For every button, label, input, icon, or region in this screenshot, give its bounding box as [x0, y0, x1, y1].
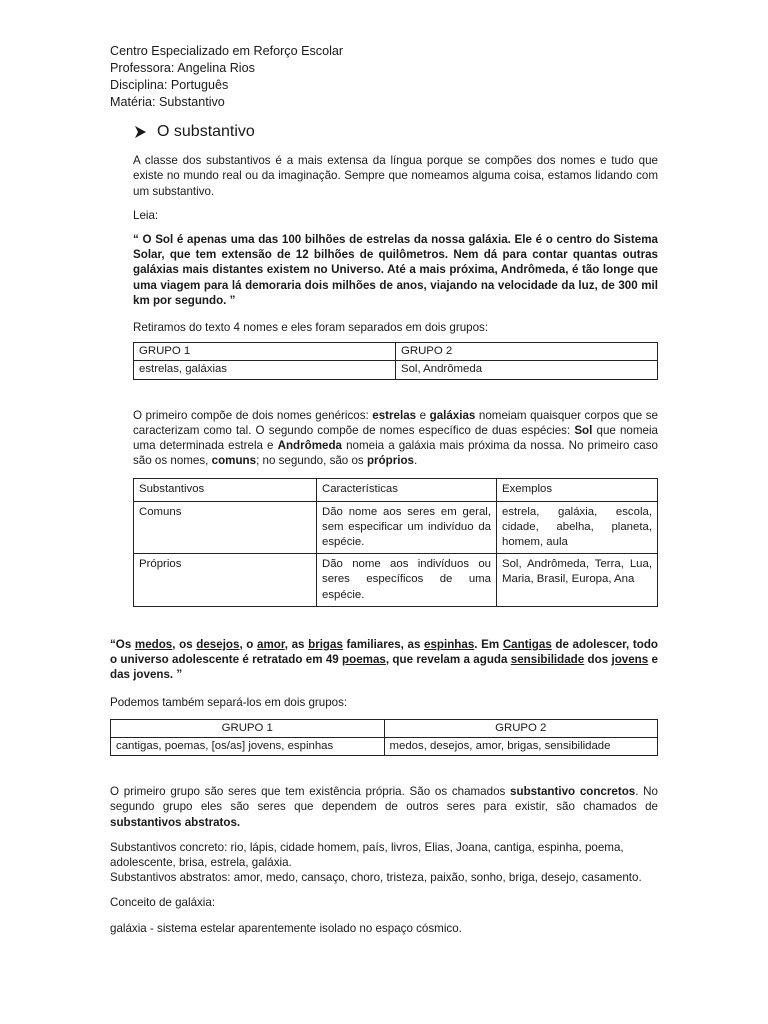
text-span: de adolescer, todo o universo adolescente é retratado em 49: [110, 638, 659, 667]
header-school: Centro Especializado em Reforço Escolar: [110, 44, 344, 58]
groups-table-1: [133, 342, 658, 379]
table-header-row: [134, 479, 658, 501]
table-row: [134, 554, 658, 607]
comuns-proprios-paragraph: [133, 408, 658, 469]
bold-term: Sol: [574, 423, 593, 437]
substantivos-table: [133, 478, 658, 606]
groups-table-2: [110, 719, 658, 756]
table-header-cell: GRUPO 2: [384, 719, 658, 737]
arrow-bullet-icon: [133, 125, 147, 139]
podemos-paragraph: Podemos também separá-los em dois grupos:: [110, 695, 348, 709]
bold-term: comuns: [211, 454, 257, 468]
main-content: [133, 124, 658, 607]
table-row: [111, 738, 658, 756]
bold-term: estrelas: [372, 408, 417, 422]
concretos-list: Substantivos concreto: rio, lápis, cidade homem, país, livros, Elias, Joana, cantiga, espinha, poema, adolescente, brisa, estrela, galáxia.: [110, 840, 624, 870]
table-header-cell: GRUPO 2: [396, 343, 658, 361]
table-cell: estrelas, galáxias: [134, 361, 396, 379]
underlined-term: sensibilidade: [510, 653, 585, 667]
text-span: “Os: [110, 638, 135, 651]
bold-term: substantivo concretos: [510, 785, 636, 799]
table-header-cell: Exemplos: [497, 479, 658, 501]
header-discipline: Disciplina: Português: [110, 78, 229, 92]
table-header-row: [134, 343, 658, 361]
document-header: [110, 43, 343, 111]
text-span: que nomeia uma determinada estrela e: [133, 423, 658, 453]
underlined-term: espinhas: [424, 638, 475, 651]
table-cell: Comuns: [134, 501, 317, 554]
header-subject: Matéria: Substantivo: [110, 95, 225, 109]
table-cell: Dão nome aos seres em geral, sem especificar um indivíduo da espécie.: [317, 501, 497, 554]
table-cell: Próprios: [134, 554, 317, 607]
section-title: [133, 124, 658, 139]
table-header-cell: Substantivos: [134, 479, 317, 501]
conceito-label: Conceito de galáxia:: [110, 896, 216, 910]
table-cell: medos, desejos, amor, brigas, sensibilidade: [384, 738, 658, 756]
table-header-row: [111, 719, 658, 737]
text-span: . Em: [474, 638, 503, 651]
text-span: dos: [584, 653, 612, 667]
quote-cantigas: [110, 637, 658, 683]
abstratos-list: Substantivos abstratos: amor, medo, cansaço, choro, tristeza, paixão, sonho, briga, desejo, casamento.: [110, 871, 642, 885]
lower-content: [110, 637, 658, 945]
table-header-cell: GRUPO 1: [111, 719, 385, 737]
bold-term: próprios: [366, 454, 414, 468]
text-span: . No segundo grupo eles são seres que dependem de outros seres para existir, são chamados de: [110, 785, 658, 814]
table-row: [134, 361, 658, 379]
table-cell: cantigas, poemas, [os/as] jovens, espinhas: [111, 738, 385, 756]
text-span: e das jovens. ”: [110, 653, 658, 682]
text-span: , os: [172, 638, 197, 651]
underlined-term: Cantigas: [502, 638, 552, 651]
underlined-term: jovens: [611, 653, 649, 667]
underlined-term: medos: [134, 638, 173, 651]
retiramos-paragraph: Retiramos do texto 4 nomes e eles foram separados em dois grupos:: [133, 321, 489, 335]
table-cell: Dão nome aos indivíduos ou seres específicos de uma espécie.: [317, 554, 497, 607]
underlined-term: poemas: [342, 653, 386, 667]
table-cell: estrela, galáxia, escola, cidade, abelha, planeta, homem, aula: [497, 501, 658, 554]
text-span: nomeiam quaisquer corpos que se caracterizam como tal. O segundo compõe de nomes específico de duas espécies:: [133, 408, 658, 437]
text-span: familiares, as: [342, 638, 425, 651]
text-span: ; no segundo, são os: [256, 454, 367, 468]
text-span: .: [413, 454, 418, 468]
table-cell: Sol, Andrômeda: [396, 361, 658, 379]
table-row: [134, 501, 658, 554]
text-span: , as: [284, 638, 309, 651]
text-span: O primeiro compõe de dois nomes genéricos:: [133, 408, 373, 422]
table-header-cell: GRUPO 1: [134, 343, 396, 361]
text-span: nomeia a galáxia mais próxima da nossa. No primeiro caso são os nomes,: [133, 439, 658, 468]
leia-label: Leia:: [133, 208, 159, 222]
galaxia-definition: galáxia - sistema estelar aparentemente isolado no espaço cósmico.: [110, 921, 462, 935]
text-span: , o: [239, 638, 258, 651]
intro-paragraph: A classe dos substantivos é a mais extensa da língua porque se compões dos nomes e tudo que existe no mundo real ou da imaginação. Sempre que nomeamos alguma coisa, estamos lidando com um substantivo.: [133, 154, 658, 198]
section-title-text: O substantivo: [157, 123, 255, 140]
text-span: , que revelam a aguda: [385, 653, 511, 667]
concretos-abstratos-paragraph: [110, 784, 658, 830]
text-span: O primeiro grupo são seres que tem existência própria. São os chamados: [110, 785, 511, 799]
underlined-term: amor: [257, 638, 285, 651]
header-teacher: Professora: Angelina Rios: [110, 61, 255, 75]
bold-term: Andrômeda: [277, 439, 342, 453]
bold-term: substantivos abstratos.: [110, 815, 241, 829]
underlined-term: desejos: [196, 638, 240, 651]
bold-term: galáxias: [429, 408, 476, 422]
table-cell: Sol, Andrômeda, Terra, Lua, Maria, Brasil, Europa, Ana: [497, 554, 658, 607]
underlined-term: brigas: [308, 638, 343, 651]
text-span: e: [416, 408, 430, 422]
quote-sol: “ O Sol é apenas uma das 100 bilhões de estrelas da nossa galáxia. Ele é o centro do Sistema Solar, que tem extensão de 12 bilhões de quilômetros. Nem dá para contar quantas outras galáxias mais distantes existem no Universo. Até a mais próxima, Andrômeda, é tão longe que uma viagem para lá demoraria dois milhões de anos, viajando na velocidade da luz, de 300 mil km por segundo. ”: [133, 233, 658, 307]
table-header-cell: Características: [317, 479, 497, 501]
